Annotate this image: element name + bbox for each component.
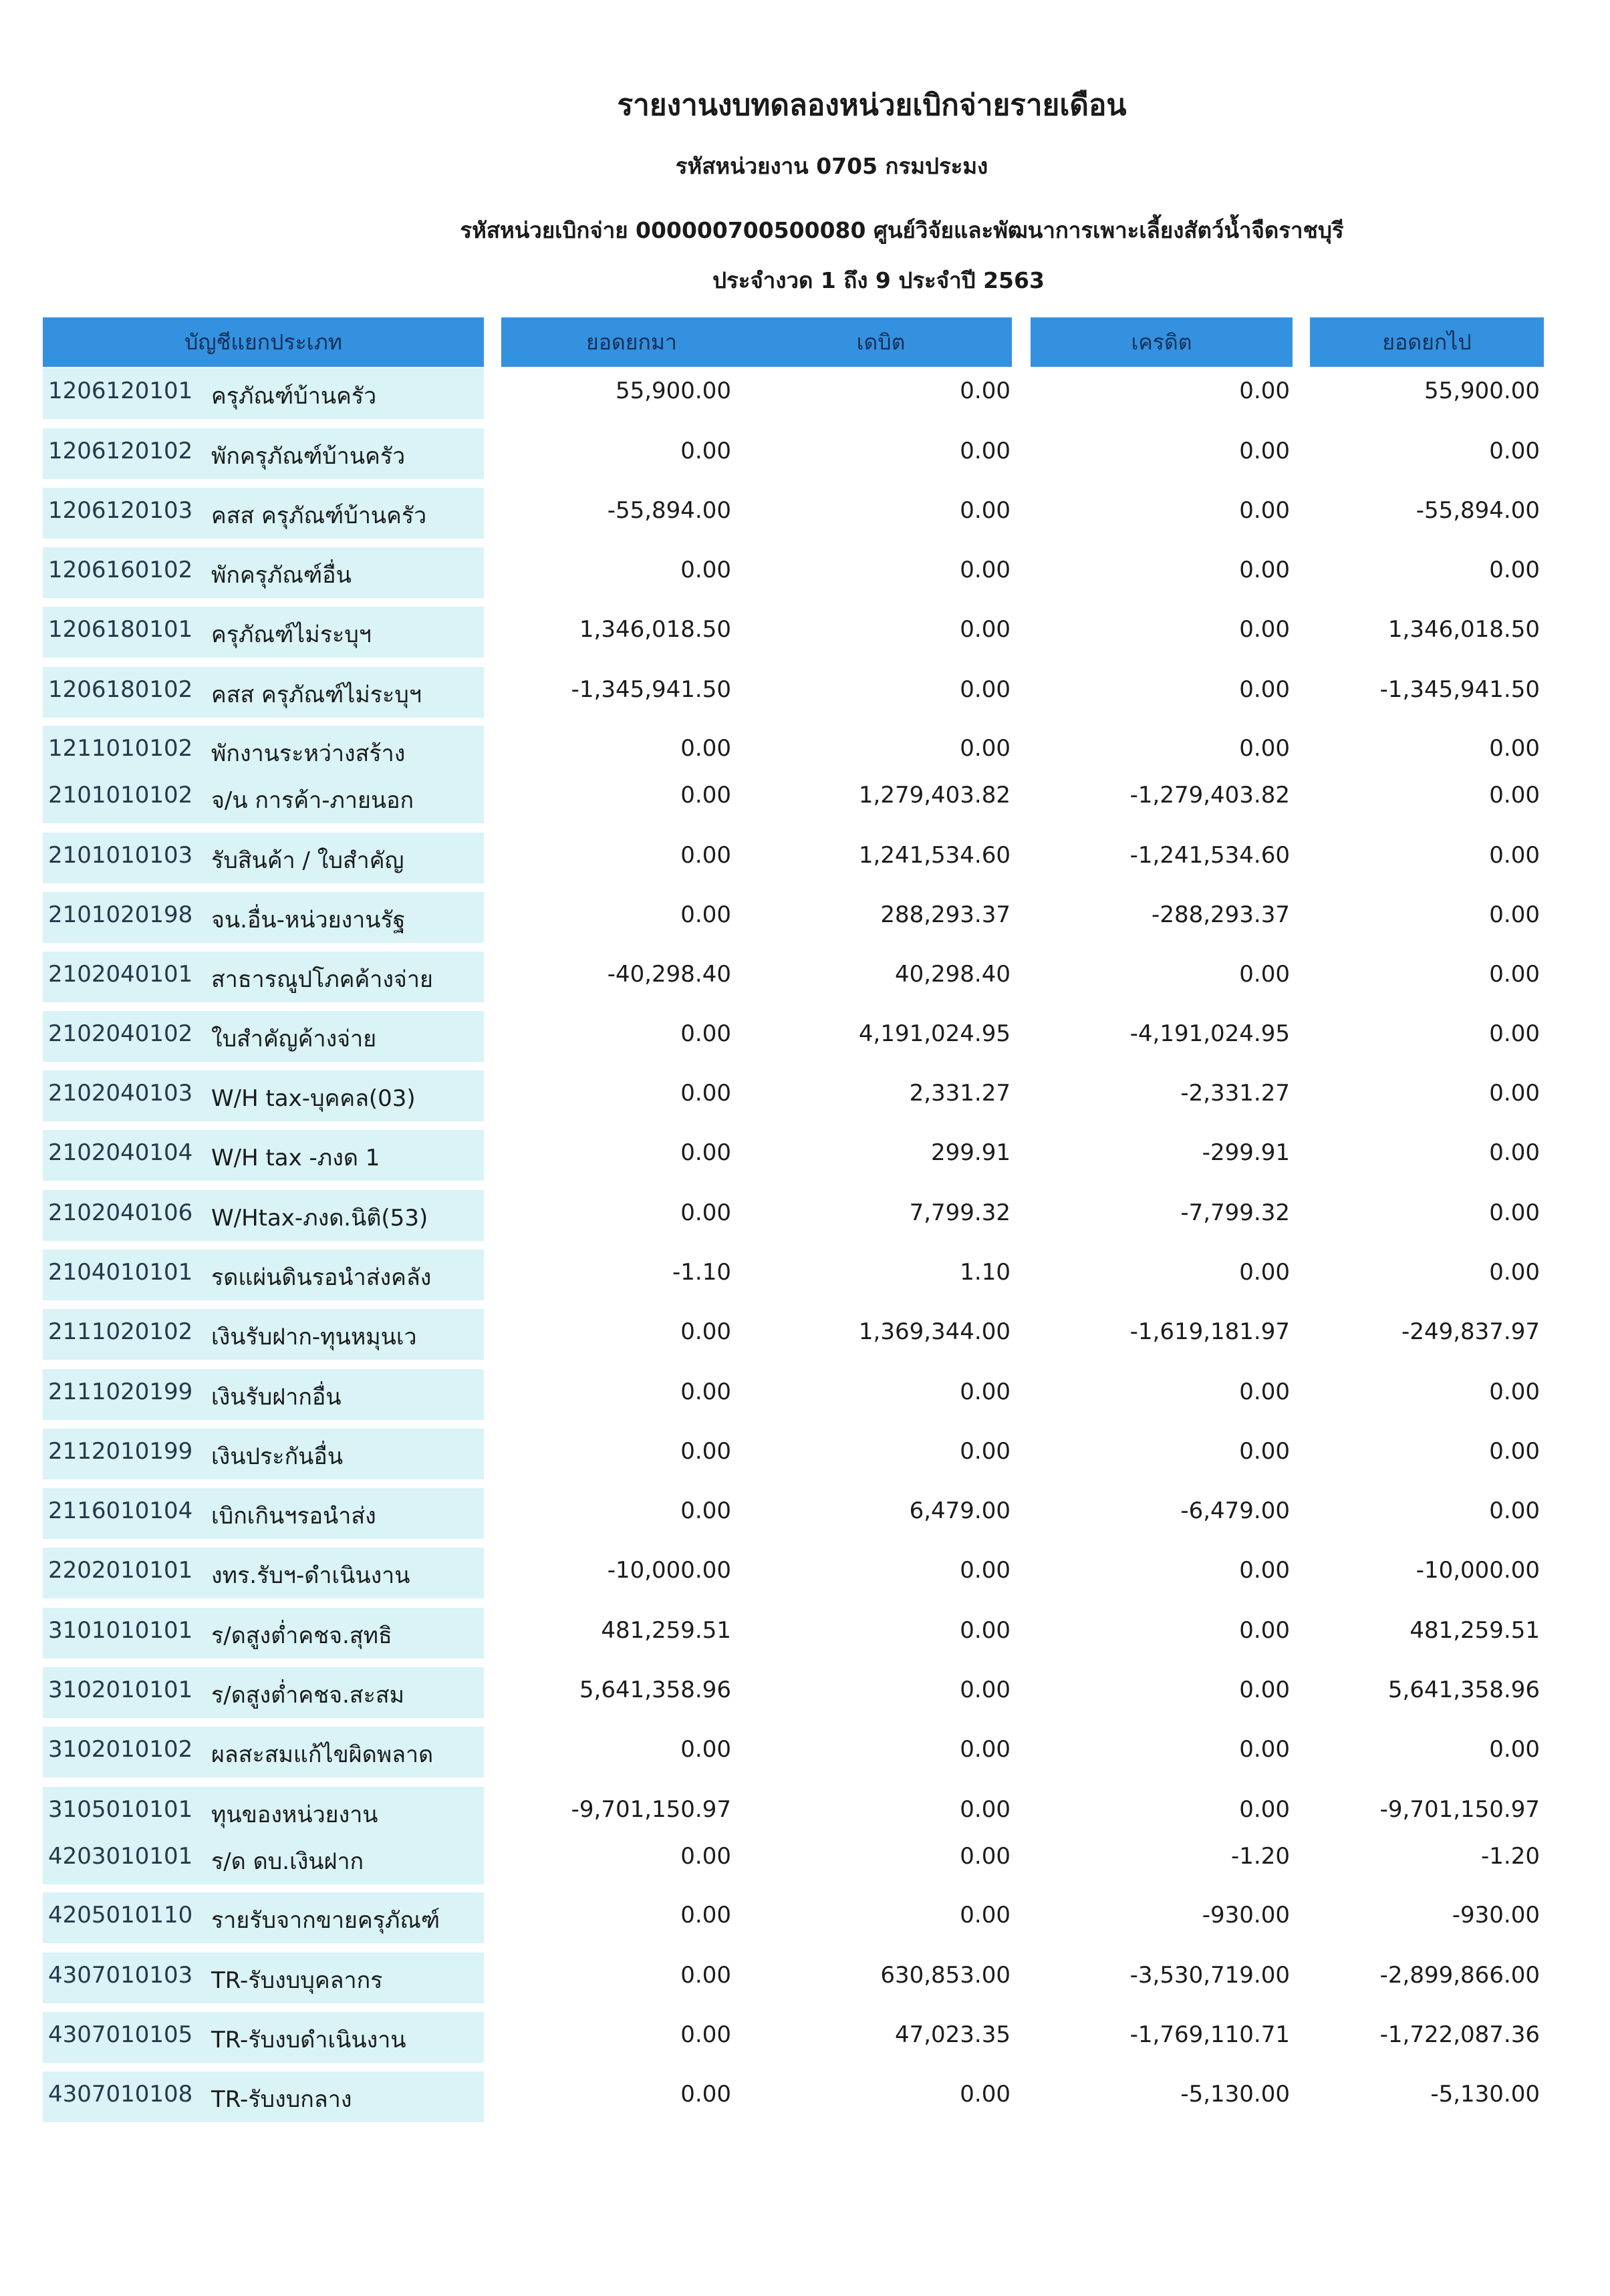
account-code: 2111020102 xyxy=(48,1318,193,1345)
credit-value: -288,293.37 xyxy=(1152,901,1290,928)
brought-forward-value: 0.00 xyxy=(680,1497,731,1524)
table-row xyxy=(0,1066,1610,1127)
table-row xyxy=(0,484,1610,544)
table-row xyxy=(0,1126,1610,1186)
account-name: เบิกเกินฯรอนำส่ง xyxy=(211,1503,376,1530)
account-code: 2102040104 xyxy=(48,1139,193,1166)
account-code: 1206180102 xyxy=(48,676,193,703)
carried-forward-value: 0.00 xyxy=(1489,901,1540,928)
debit-value: 1.10 xyxy=(960,1259,1011,1286)
debit-value: 0.00 xyxy=(960,735,1011,762)
debit-value: 0.00 xyxy=(960,438,1011,464)
account-code: 2202010101 xyxy=(48,1557,193,1584)
account-name: สาธารณูปโภคค้างจ่าย xyxy=(211,966,433,993)
account-code: 4205010110 xyxy=(48,1902,193,1928)
table-row xyxy=(0,424,1610,484)
account-name: เงินรับฝากอื่น xyxy=(211,1384,342,1411)
debit-value: 6,479.00 xyxy=(909,1497,1011,1524)
credit-value: -4,191,024.95 xyxy=(1129,1020,1290,1047)
table-row xyxy=(0,1007,1610,1067)
credit-value: 0.00 xyxy=(1239,735,1290,762)
debit-value: 0.00 xyxy=(960,1677,1011,1703)
account-name: จ/น การค้า-ภายนอก xyxy=(211,787,414,814)
credit-value: 0.00 xyxy=(1239,961,1290,988)
account-code: 1206120102 xyxy=(48,438,193,464)
credit-value: -1,769,110.71 xyxy=(1129,2021,1290,2048)
carried-forward-value: 0.00 xyxy=(1489,782,1540,809)
debit-value: 47,023.35 xyxy=(894,2021,1011,2048)
table-row xyxy=(0,1305,1610,1365)
carried-forward-value: 0.00 xyxy=(1489,1199,1540,1226)
debit-value: 4,191,024.95 xyxy=(858,1020,1011,1047)
account-code: 3102010101 xyxy=(48,1677,193,1703)
credit-value: 0.00 xyxy=(1239,616,1290,643)
carried-forward-value: 0.00 xyxy=(1489,1379,1540,1405)
debit-value: 0.00 xyxy=(960,497,1011,524)
brought-forward-value: 1,346,018.50 xyxy=(579,616,731,643)
carried-forward-value: -1,722,087.36 xyxy=(1379,2021,1540,2048)
credit-value: 0.00 xyxy=(1239,676,1290,703)
credit-value: 0.00 xyxy=(1239,497,1290,524)
report-period: ประจำงวด 1 ถึง 9 ประจำปี 2563 xyxy=(712,267,1045,293)
carried-forward-value: 0.00 xyxy=(1489,557,1540,583)
agency-code: รหัสหน่วยงาน 0705 กรมประมง xyxy=(675,153,988,179)
debit-value: 0.00 xyxy=(960,1617,1011,1644)
carried-forward-value: 0.00 xyxy=(1489,1497,1540,1524)
table-row xyxy=(0,2008,1610,2068)
account-name: จน.อื่น-หน่วยงานรัฐ xyxy=(211,907,406,934)
carried-forward-value: -930.00 xyxy=(1452,1902,1540,1928)
account-code: 4307010105 xyxy=(48,2021,193,2048)
account-code: 4203010101 xyxy=(48,1843,193,1870)
debit-value: 0.00 xyxy=(960,2081,1011,2108)
brought-forward-value: 0.00 xyxy=(680,1902,731,1928)
debit-value: 0.00 xyxy=(960,1438,1011,1465)
account-name: ร/ดสูงต่ำคชจ.สะสม xyxy=(211,1682,405,1709)
table-row xyxy=(0,1186,1610,1246)
debit-value: 0.00 xyxy=(960,1843,1011,1870)
column-header-brought-forward: ยอดยกมา xyxy=(501,317,762,367)
credit-value: 0.00 xyxy=(1239,1379,1290,1405)
brought-forward-value: 0.00 xyxy=(680,1020,731,1047)
account-name: ครุภัณฑ์ไม่ระบุฯ xyxy=(211,621,372,648)
account-name: คสส ครุภัณฑ์บ้านครัว xyxy=(211,503,427,529)
account-name: W/H tax -ภงด 1 xyxy=(211,1145,380,1171)
brought-forward-value: 55,900.00 xyxy=(615,378,731,404)
credit-value: 0.00 xyxy=(1239,1736,1290,1763)
carried-forward-value: -5,130.00 xyxy=(1430,2081,1540,2108)
brought-forward-value: 0.00 xyxy=(680,1379,731,1405)
debit-value: 0.00 xyxy=(960,616,1011,643)
carried-forward-value: 0.00 xyxy=(1489,1259,1540,1286)
brought-forward-value: -40,298.40 xyxy=(607,961,731,988)
debit-value: 0.00 xyxy=(960,1557,1011,1584)
brought-forward-value: 0.00 xyxy=(680,1199,731,1226)
account-code: 2111020199 xyxy=(48,1379,193,1405)
account-code: 2102040106 xyxy=(48,1199,193,1226)
carried-forward-value: 0.00 xyxy=(1489,1139,1540,1166)
credit-value: -1,241,534.60 xyxy=(1129,842,1290,869)
carried-forward-value: 55,900.00 xyxy=(1424,378,1540,404)
credit-value: 0.00 xyxy=(1239,1677,1290,1703)
table-row xyxy=(0,1604,1610,1664)
account-name: พักงานระหว่างสร้าง xyxy=(211,740,406,767)
table-row xyxy=(0,1425,1610,1485)
table-row xyxy=(0,1544,1610,1604)
table-row xyxy=(0,1365,1610,1425)
credit-value: -2,331.27 xyxy=(1180,1080,1290,1107)
debit-value: 2,331.27 xyxy=(909,1080,1011,1107)
account-name: รายรับจากขายครุภัณฑ์ xyxy=(211,1907,440,1934)
account-name: ผลสะสมแก้ไขผิดพลาด xyxy=(211,1741,434,1768)
carried-forward-value: -2,899,866.00 xyxy=(1379,1962,1540,1989)
debit-value: 299.91 xyxy=(931,1139,1011,1166)
account-code: 2102040101 xyxy=(48,961,193,988)
debit-value: 0.00 xyxy=(960,676,1011,703)
carried-forward-value: 0.00 xyxy=(1489,735,1540,762)
credit-value: 0.00 xyxy=(1239,1796,1290,1823)
account-name: เงินรับฝาก-ทุนหมุนเว xyxy=(211,1324,417,1350)
brought-forward-value: 0.00 xyxy=(680,557,731,583)
account-code: 2112010199 xyxy=(48,1438,193,1465)
account-name: รับสินค้า / ใบสำคัญ xyxy=(211,847,404,874)
brought-forward-value: 0.00 xyxy=(680,1843,731,1870)
carried-forward-value: 0.00 xyxy=(1489,961,1540,988)
account-code: 3102010102 xyxy=(48,1736,193,1763)
brought-forward-value: 0.00 xyxy=(680,782,731,809)
account-code: 3101010101 xyxy=(48,1617,193,1644)
brought-forward-value: 0.00 xyxy=(680,735,731,762)
credit-value: -6,479.00 xyxy=(1180,1497,1290,1524)
debit-value: 0.00 xyxy=(960,557,1011,583)
debit-value: 0.00 xyxy=(960,378,1011,404)
account-code: 2104010101 xyxy=(48,1259,193,1286)
account-code: 2101020198 xyxy=(48,901,193,928)
carried-forward-value: 0.00 xyxy=(1489,1080,1540,1107)
carried-forward-value: 0.00 xyxy=(1489,842,1540,869)
carried-forward-value: 0.00 xyxy=(1489,1020,1540,1047)
disbursing-unit: รหัสหน่วยเบิกจ่าย 000000700500080 ศูนย์วิจัยและพัฒนาการเพาะเลี้ยงสัตว์น้ำจืดราชบุรี xyxy=(460,217,1344,243)
account-code: 2102040102 xyxy=(48,1020,193,1047)
credit-value: 0.00 xyxy=(1239,1617,1290,1644)
brought-forward-value: 0.00 xyxy=(680,842,731,869)
carried-forward-value: -10,000.00 xyxy=(1416,1557,1540,1584)
account-name: W/H tax-บุคคล(03) xyxy=(211,1085,416,1112)
account-code: 1206180101 xyxy=(48,616,193,643)
credit-value: -1,279,403.82 xyxy=(1129,782,1290,809)
table-row xyxy=(0,829,1610,889)
brought-forward-value: 481,259.51 xyxy=(601,1617,731,1644)
account-name: TR-รับงบกลาง xyxy=(211,2086,352,2113)
debit-value: 0.00 xyxy=(960,1379,1011,1405)
table-row xyxy=(0,768,1610,829)
account-name: ใบสำคัญค้างจ่าย xyxy=(211,1026,377,1052)
account-name: พักครุภัณฑ์บ้านครัว xyxy=(211,443,406,470)
brought-forward-value: -55,894.00 xyxy=(607,497,731,524)
brought-forward-value: 0.00 xyxy=(680,1080,731,1107)
debit-value: 1,279,403.82 xyxy=(858,782,1011,809)
credit-value: -7,799.32 xyxy=(1180,1199,1290,1226)
carried-forward-value: 0.00 xyxy=(1489,438,1540,464)
brought-forward-value: 0.00 xyxy=(680,2081,731,2108)
account-code: 4307010108 xyxy=(48,2081,193,2108)
debit-value: 40,298.40 xyxy=(894,961,1011,988)
account-name: ทุนของหน่วยงาน xyxy=(211,1802,378,1828)
brought-forward-value: 0.00 xyxy=(680,901,731,928)
table-row xyxy=(0,1723,1610,1783)
brought-forward-value: -10,000.00 xyxy=(607,1557,731,1584)
table-row xyxy=(0,1663,1610,1723)
account-name: W/Htax-ภงด.นิติ(53) xyxy=(211,1205,428,1232)
table-row xyxy=(0,948,1610,1008)
column-header-carried-forward: ยอดยกไป xyxy=(1310,317,1544,367)
account-code: 4307010103 xyxy=(48,1962,193,1989)
account-name: TR-รับงบดำเนินงาน xyxy=(211,2027,406,2053)
table-row xyxy=(0,1830,1610,1890)
brought-forward-value: 0.00 xyxy=(680,1962,731,1989)
carried-forward-value: -55,894.00 xyxy=(1416,497,1540,524)
table-row xyxy=(0,1949,1610,2009)
debit-value: 0.00 xyxy=(960,1902,1011,1928)
brought-forward-value: 0.00 xyxy=(680,2021,731,2048)
credit-value: 0.00 xyxy=(1239,1259,1290,1286)
debit-value: 630,853.00 xyxy=(880,1962,1011,1989)
credit-value: -1.20 xyxy=(1231,1843,1290,1870)
account-name: คสส ครุภัณฑ์ไม่ระบุฯ xyxy=(211,682,422,708)
table-row xyxy=(0,888,1610,948)
report-title: รายงานงบทดลองหน่วยเบิกจ่ายรายเดือน xyxy=(617,88,1127,122)
account-code: 2116010104 xyxy=(48,1497,193,1524)
credit-value: 0.00 xyxy=(1239,438,1290,464)
credit-value: 0.00 xyxy=(1239,378,1290,404)
debit-value: 0.00 xyxy=(960,1796,1011,1823)
carried-forward-value: -1,345,941.50 xyxy=(1379,676,1540,703)
brought-forward-value: -9,701,150.97 xyxy=(571,1796,731,1823)
account-code: 2101010103 xyxy=(48,842,193,869)
account-name: รดแผ่นดินรอนำส่งคลัง xyxy=(211,1264,432,1291)
carried-forward-value: -1.20 xyxy=(1481,1843,1540,1870)
table-row xyxy=(0,364,1610,424)
debit-value: 288,293.37 xyxy=(880,901,1011,928)
carried-forward-value: -9,701,150.97 xyxy=(1379,1796,1540,1823)
brought-forward-value: 5,641,358.96 xyxy=(579,1677,731,1703)
table-row xyxy=(0,603,1610,663)
table-row xyxy=(0,2067,1610,2128)
brought-forward-value: 0.00 xyxy=(680,1438,731,1465)
account-name: ร/ดสูงต่ำคชจ.สุทธิ xyxy=(211,1622,392,1649)
table-row xyxy=(0,663,1610,723)
carried-forward-value: 0.00 xyxy=(1489,1438,1540,1465)
account-code: 1206120103 xyxy=(48,497,193,524)
carried-forward-value: 481,259.51 xyxy=(1410,1617,1540,1644)
account-name: เงินประกันอื่น xyxy=(211,1443,344,1470)
brought-forward-value: 0.00 xyxy=(680,1318,731,1345)
debit-value: 1,369,344.00 xyxy=(858,1318,1011,1345)
debit-value: 7,799.32 xyxy=(909,1199,1011,1226)
table-row xyxy=(0,1484,1610,1544)
account-name: TR-รับงบบุคลากร xyxy=(211,1967,383,1994)
debit-value: 0.00 xyxy=(960,1736,1011,1763)
brought-forward-value: 0.00 xyxy=(680,1139,731,1166)
account-code: 2101010102 xyxy=(48,782,193,809)
account-code: 1206160102 xyxy=(48,557,193,583)
credit-value: -299.91 xyxy=(1202,1139,1290,1166)
carried-forward-value: 1,346,018.50 xyxy=(1387,616,1540,643)
credit-value: -3,530,719.00 xyxy=(1129,1962,1290,1989)
account-code: 3105010101 xyxy=(48,1796,193,1823)
table-row xyxy=(0,1888,1610,1949)
brought-forward-value: 0.00 xyxy=(680,438,731,464)
debit-value: 1,241,534.60 xyxy=(858,842,1011,869)
brought-forward-value: -1,345,941.50 xyxy=(571,676,731,703)
brought-forward-value: -1.10 xyxy=(672,1259,731,1286)
account-name: พักครุภัณฑ์อื่น xyxy=(211,562,352,589)
account-name: งทร.รับฯ-ดำเนินงาน xyxy=(211,1562,410,1589)
table-row xyxy=(0,543,1610,603)
table-row xyxy=(0,1246,1610,1306)
account-name: ครุภัณฑ์บ้านครัว xyxy=(211,383,377,410)
column-header-debit: เดบิต xyxy=(750,317,1012,367)
credit-value: 0.00 xyxy=(1239,1557,1290,1584)
credit-value: -930.00 xyxy=(1202,1902,1290,1928)
carried-forward-value: -249,837.97 xyxy=(1401,1318,1540,1345)
brought-forward-value: 0.00 xyxy=(680,1736,731,1763)
credit-value: -1,619,181.97 xyxy=(1129,1318,1290,1345)
account-code: 1211010102 xyxy=(48,735,193,762)
credit-value: 0.00 xyxy=(1239,557,1290,583)
account-name: ร/ด ดบ.เงินฝาก xyxy=(211,1848,364,1875)
carried-forward-value: 0.00 xyxy=(1489,1736,1540,1763)
account-code: 2102040103 xyxy=(48,1080,193,1107)
column-header-account: บัญชีแยกประเภท xyxy=(43,317,484,367)
account-code: 1206120101 xyxy=(48,378,193,404)
carried-forward-value: 5,641,358.96 xyxy=(1387,1677,1540,1703)
credit-value: -5,130.00 xyxy=(1180,2081,1290,2108)
column-header-credit: เครดิต xyxy=(1031,317,1293,367)
credit-value: 0.00 xyxy=(1239,1438,1290,1465)
